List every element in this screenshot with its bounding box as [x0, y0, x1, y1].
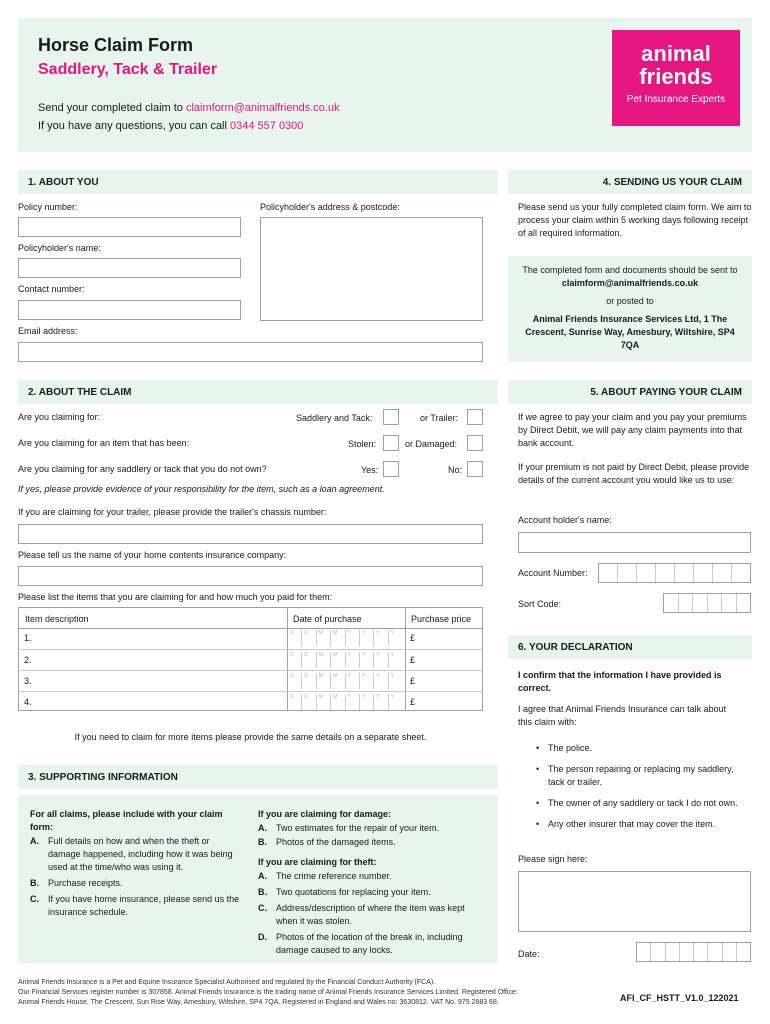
- list-item-key: C.: [30, 894, 39, 904]
- purchase-price-input[interactable]: [420, 651, 480, 669]
- list-item-text: Address/description of where the item was kept when it was stolen.: [276, 903, 465, 926]
- table-row: [18, 691, 483, 712]
- list-item: [30, 877, 240, 890]
- damage-title: If you are claiming for damage:: [258, 809, 392, 819]
- more-items-note: If you need to claim for more items please provide the same details on a separate sheet.: [74, 732, 427, 742]
- declaration-item: • The person repairing or replacing my saddlery, tack or trailer.: [518, 763, 748, 789]
- logo-line1: animal: [641, 41, 711, 66]
- q2-opt1-label: Stolen:: [348, 439, 377, 449]
- date-digit-cell: M: [331, 694, 345, 710]
- q3-label: Are you claiming for any saddlery or tack that you do not own?: [18, 464, 267, 474]
- date-digit-cell: Y: [346, 673, 360, 689]
- table-row: [18, 628, 483, 649]
- form-title: Horse Claim Form: [38, 35, 194, 55]
- date-of-purchase-input[interactable]: [288, 652, 402, 668]
- date-label: Date:: [518, 949, 540, 959]
- currency-symbol: £: [410, 633, 416, 643]
- date-digit-cell: D: [288, 673, 302, 689]
- table-row: [18, 649, 483, 670]
- purchase-price-input[interactable]: [420, 629, 480, 647]
- list-item: [258, 870, 488, 883]
- account-holder-field[interactable]: [518, 532, 751, 553]
- list-item: [258, 902, 488, 928]
- sending-intro: Please send us your fully completed claim form. We aim to process your claim within 5 working days following receipt of all required information.: [518, 202, 752, 238]
- list-item-text: Photos of the damaged items.: [276, 837, 396, 847]
- date-digit-cell: D: [288, 694, 302, 710]
- no-checkbox[interactable]: [467, 461, 483, 477]
- declaration-item: • The police.: [518, 742, 748, 755]
- footer-line2: Our Financial Services register number is 307858. Animal Friends Insurance is the trading name of Animal Friends Insurance Services Limited. Registered Office:: [18, 989, 518, 996]
- date-digit-cell: M: [331, 652, 345, 668]
- docs-email[interactable]: claimform@animalfriends.co.uk: [561, 278, 699, 288]
- saddlery-tack-checkbox[interactable]: [383, 409, 399, 425]
- date-digit-cell: Y: [346, 652, 360, 668]
- section-declaration-heading: 6. YOUR DECLARATION: [508, 635, 752, 659]
- date-digit-cell: Y: [360, 652, 374, 668]
- row-number: 1.: [24, 633, 32, 643]
- logo-line2: friends: [639, 64, 713, 89]
- date-digit-cell: M: [331, 673, 345, 689]
- home-insurance-field[interactable]: [18, 566, 483, 586]
- declaration-date-field[interactable]: [636, 942, 751, 962]
- declaration-list: [518, 742, 748, 831]
- all-claims-title: For all claims, please include with your claim form:: [30, 809, 223, 832]
- damaged-checkbox[interactable]: [467, 435, 483, 451]
- date-digit-cell: Y: [374, 673, 388, 689]
- list-item-key: B.: [30, 878, 39, 888]
- email-label: Email address:: [18, 326, 78, 336]
- footer-line3: Animal Friends House, The Crescent, Sun Rise Way, Amesbury, Wiltshire, SP4 7QA. Registered in England and Wales no: 3630812. VAT No. 975 2883 68.: [18, 999, 499, 1006]
- date-digit-cell: Y: [360, 694, 374, 710]
- list-item: [258, 886, 488, 899]
- section-supporting-heading: 3. SUPPORTING INFORMATION: [18, 765, 498, 789]
- date-digit-cell: Y: [390, 694, 394, 700]
- call-line: [38, 120, 303, 132]
- declaration-item: • The owner of any saddlery or tack I do not own.: [518, 797, 748, 810]
- item-description-input[interactable]: [38, 693, 284, 711]
- list-item: [258, 836, 488, 849]
- row-number: 3.: [24, 676, 32, 686]
- currency-symbol: £: [410, 676, 416, 686]
- date-digit-cell: M: [331, 630, 345, 646]
- postal-address: Animal Friends Insurance Services Ltd, 1 The Crescent, Sunrise Way, Amesbury, Wiltshire, SP4 7QA: [525, 314, 735, 350]
- col-date-header: Date of purchase: [293, 614, 362, 624]
- date-of-purchase-input[interactable]: [288, 694, 402, 710]
- date-digit-cell: Y: [360, 630, 374, 646]
- date-of-purchase-input[interactable]: [288, 630, 402, 646]
- item-description-input[interactable]: [38, 672, 284, 690]
- list-item-key: B.: [258, 887, 267, 897]
- list-item-key: A.: [258, 871, 267, 881]
- account-number-field[interactable]: [598, 563, 751, 583]
- section-about-claim-heading: 2. ABOUT THE CLAIM: [18, 380, 498, 404]
- damage-list: [258, 822, 488, 850]
- section-paying-heading: [508, 380, 752, 404]
- date-digit-cell: M: [317, 694, 331, 710]
- date-digit-cell: D: [302, 673, 316, 689]
- table-row: [18, 670, 483, 691]
- signature-field[interactable]: [518, 871, 751, 932]
- date-of-purchase-input[interactable]: [288, 673, 402, 689]
- section-about-you-heading: 1. ABOUT YOU: [18, 170, 498, 194]
- currency-symbol: £: [410, 655, 416, 665]
- list-item-text: Full details on how and when the theft or damage happened, including how it was being used at the time/who was using it.: [48, 836, 233, 872]
- list-item-text: Two estimates for the repair of your item.: [276, 823, 440, 833]
- list-item-text: Two quotations for replacing your item.: [276, 887, 431, 897]
- sign-label: Please sign here:: [518, 854, 588, 864]
- date-digit-cell: D: [288, 630, 302, 646]
- theft-title: If you are claiming for theft:: [258, 857, 377, 867]
- send-prefix: Send your completed claim to: [38, 102, 186, 114]
- q3-note: If yes, please provide evidence of your responsibility for the item, such as a loan agreement.: [18, 484, 385, 494]
- or-posted: or posted to: [606, 296, 654, 306]
- q2-label: Are you claiming for an item that has been:: [18, 438, 190, 448]
- chassis-field[interactable]: [18, 524, 483, 544]
- chassis-label: If you are claiming for your trailer, please provide the trailer's chassis number:: [18, 507, 327, 517]
- date-digit-cell: Y: [360, 673, 374, 689]
- date-digit-cell: Y: [390, 673, 394, 679]
- list-item-key: B.: [258, 837, 267, 847]
- list-item-text: If you have home insurance, please send us the insurance schedule.: [48, 894, 240, 917]
- date-digit-cell: D: [302, 630, 316, 646]
- list-item: [30, 893, 240, 919]
- theft-list: [258, 870, 488, 960]
- col-price-header: Purchase price: [411, 614, 472, 624]
- date-digit-cell: Y: [390, 652, 394, 658]
- animal-friends-logo: [612, 30, 740, 126]
- list-item: [258, 822, 488, 835]
- list-item-key: A.: [30, 836, 39, 846]
- contact-label: Contact number:: [18, 284, 85, 294]
- all-claims-list: [30, 835, 240, 922]
- section-sending-heading: [508, 170, 752, 194]
- home-insurance-label: Please tell us the name of your home contents insurance company:: [18, 550, 287, 560]
- item-description-input[interactable]: [38, 629, 284, 647]
- logo-tagline: Pet Insurance Experts: [626, 94, 726, 105]
- call-prefix: If you have any questions, you can call: [38, 120, 231, 132]
- footer-line1: Animal Friends Insurance is a Pet and Equine Insurance Specialist Authorised and regulated by the Financial Conduct Authority (FCA).: [18, 979, 436, 986]
- paying-p2: If your premium is not paid by Direct Debit, please provide details of the current account you would like us to use:: [518, 462, 750, 485]
- q1-label: Are you claiming for:: [18, 412, 101, 422]
- yes-checkbox[interactable]: [383, 461, 399, 477]
- account-holder-label: Account holder's name:: [518, 515, 612, 525]
- sort-code-label: Sort Code:: [518, 599, 562, 609]
- date-digit-cell: Y: [346, 630, 360, 646]
- sending-heading-text: 4. SENDING US YOUR CLAIM: [602, 177, 742, 188]
- q2-opt2-label: or Damaged:: [405, 439, 458, 449]
- account-number-label: Account Number:: [518, 568, 588, 578]
- list-item-text: The crime reference number.: [276, 871, 392, 881]
- address-field[interactable]: [260, 217, 483, 321]
- date-digit-cell: M: [317, 673, 331, 689]
- date-digit-cell: D: [288, 652, 302, 668]
- date-digit-cell: Y: [374, 652, 388, 668]
- row-number: 2.: [24, 655, 32, 665]
- declaration-agree: I agree that Animal Friends Insurance can talk about this claim with:: [518, 704, 727, 727]
- trailer-checkbox[interactable]: [467, 409, 483, 425]
- q1-opt1-label: Saddlery and Tack:: [296, 413, 373, 423]
- date-digit-cell: M: [317, 630, 331, 646]
- declaration-confirm: I confirm that the information I have provided is correct.: [518, 670, 722, 693]
- q1-opt2-label: or Trailer:: [420, 413, 459, 423]
- list-item-key: D.: [258, 932, 267, 942]
- declaration-item: • Any other insurer that may cover the item.: [518, 818, 748, 831]
- list-item: [258, 931, 488, 957]
- contact-field[interactable]: [18, 300, 241, 320]
- footer-legal: [18, 978, 558, 1008]
- date-digit-cell: D: [302, 652, 316, 668]
- purchase-price-input[interactable]: [420, 672, 480, 690]
- form-code: AFI_CF_HSTT_V1.0_122021: [620, 993, 739, 1003]
- name-label: Policyholder's name:: [18, 243, 101, 253]
- date-digit-cell: D: [302, 694, 316, 710]
- name-field[interactable]: [18, 258, 241, 278]
- list-item-key: C.: [258, 903, 267, 913]
- docs-prefix: The completed form and documents should be sent to: [522, 265, 738, 275]
- date-digit-cell: M: [317, 652, 331, 668]
- email-field[interactable]: [18, 342, 483, 362]
- currency-symbol: £: [410, 697, 416, 707]
- stolen-checkbox[interactable]: [383, 435, 399, 451]
- paying-heading-text: 5. ABOUT PAYING YOUR CLAIM: [590, 387, 742, 398]
- q3-opt2-label: No:: [448, 465, 463, 475]
- purchase-price-input[interactable]: [420, 693, 480, 711]
- row-number: 4.: [24, 697, 32, 707]
- sending-docs: [518, 264, 742, 290]
- paying-p1: If we agree to pay your claim and you pay your premiums by Direct Debit, we will pay any claim payments into that bank account.: [518, 412, 747, 448]
- date-digit-cell: Y: [374, 694, 388, 710]
- list-item-key: A.: [258, 823, 267, 833]
- call-phone-link[interactable]: 0344 557 0300: [230, 120, 304, 132]
- date-digit-cell: Y: [390, 630, 394, 636]
- q3-opt1-label: Yes:: [361, 465, 379, 475]
- policy-number-label: Policy number:: [18, 202, 78, 212]
- item-description-input[interactable]: [38, 651, 284, 669]
- form-subtitle: Saddlery, Tack & Trailer: [38, 61, 218, 78]
- list-item-text: Photos of the location of the break in, including damage caused to any locks.: [276, 932, 463, 955]
- policy-number-field[interactable]: [18, 217, 241, 237]
- address-label: Policyholder's address & postcode:: [260, 202, 400, 212]
- date-digit-cell: Y: [374, 630, 388, 646]
- send-email-link[interactable]: claimform@animalfriends.co.uk: [185, 102, 340, 114]
- list-item-text: Purchase receipts.: [48, 878, 123, 888]
- items-intro: Please list the items that you are claiming for and how much you paid for them:: [18, 592, 333, 602]
- list-item: [30, 835, 240, 874]
- date-digit-cell: Y: [346, 694, 360, 710]
- send-line: [38, 102, 340, 114]
- sort-code-field[interactable]: [663, 593, 751, 613]
- col-item-header: Item description: [25, 614, 89, 624]
